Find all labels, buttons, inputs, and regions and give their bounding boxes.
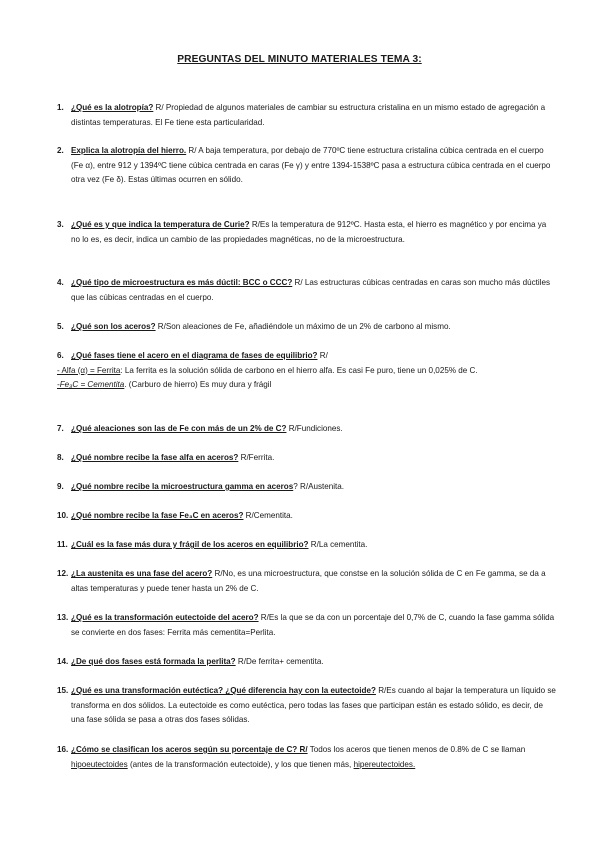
question-number: 6.: [57, 351, 64, 360]
question-text: ¿Cuál es la fase más dura y frágil de los aceros en equilibrio?: [71, 540, 309, 549]
question-item: [57, 276, 557, 305]
question-item: [57, 422, 557, 437]
question-text: Explica la alotropía del hierro.: [71, 146, 187, 155]
question-text: ¿Qué son los aceros?: [71, 322, 156, 331]
answer-text: R/Es cuando al bajar la temperatura un líquido se transforma en dos sólidos. La eutectoide es como eutéctica, pero todas las fases que participan están es estado sólido, es decir, de una fase sólida se pasa a otras dos fases sólidas.: [71, 686, 556, 725]
question-text: ¿Qué es la transformación eutectoide del acero?: [71, 613, 259, 622]
question-number: 16.: [57, 745, 69, 754]
question-number: 10.: [57, 511, 69, 520]
question-number: 2.: [57, 146, 64, 155]
question-item: [57, 684, 557, 728]
question-item: [57, 480, 557, 495]
answer-text: R/Es la que se da con un porcentaje del 0,7% de C, cuando la fase gamma sólida se convierte en dos fases: Ferrita más cementita=Perlita.: [71, 613, 555, 637]
question-number: 15.: [57, 686, 69, 695]
question-number: 4.: [57, 278, 64, 287]
question-number: 5.: [57, 322, 64, 331]
term-hypereutectoid: hipereutectoides.: [353, 759, 416, 769]
answer-text: R/La cementita.: [308, 540, 368, 549]
answer-text: R/Ferrita.: [238, 453, 275, 462]
question-item: [57, 743, 557, 772]
question-number: 14.: [57, 657, 69, 666]
question-text: ¿Qué nombre recibe la fase Fe₃C en aceros?: [71, 511, 244, 520]
question-number: 11.: [57, 540, 68, 549]
question-text: ¿Qué aleaciones son las de Fe con más de un 2% de C?: [71, 424, 287, 433]
question-item: [57, 611, 557, 640]
question-item: [57, 349, 557, 393]
answer-text: R/Es la temperatura de 912ºC. Hasta esta, el hierro es magnético y por encima ya no lo es, es decir, indica un cambio de las propiedades magnéticas, no de la microestructura.: [71, 220, 547, 244]
question-text: ¿De qué dos fases está formada la perlita?: [71, 657, 236, 666]
question-item: [57, 538, 557, 553]
question-number: 1.: [57, 103, 64, 112]
question-text: ¿Qué es la alotropía?: [71, 103, 154, 112]
question-text: ¿Qué nombre recibe la microestructura gamma en aceros: [71, 482, 294, 491]
question-number: 9.: [57, 482, 64, 491]
question-text: ¿Qué es una transformación eutéctica? ¿Qué diferencia hay con la eutectoide?: [71, 686, 376, 695]
answer-text-continued: (antes de la transformación eutectoide), y los que tienen más,: [127, 759, 354, 769]
phase-description-ferrite: : La ferrita es la solución sólida de carbono en el hierro alfa. Es casi Fe puro, tiene un 0,025% de C.: [120, 365, 478, 375]
answer-text: R/ Las estructuras cúbicas centradas en caras son mucho más dúctiles que las cúbicas centradas en el cuerpo.: [71, 278, 551, 302]
question-text: ¿Qué tipo de microestructura es más dúctil: BCC o CCC?: [71, 278, 293, 287]
answer-text: R/De ferrita+ cementita.: [235, 657, 324, 666]
question-text: ¿La austenita es una fase del acero?: [71, 569, 213, 578]
question-item: [57, 101, 557, 130]
answer-text: ? R/Austenita.: [293, 482, 345, 491]
answer-text: R/No, es una microestructura, que constse en la solución sólida de C en Fe gamma, se da a altas temperaturas y puede tener hasta un 2% de C.: [71, 569, 546, 593]
answer-text: R/ Propiedad de algunos materiales de cambiar su estructura cristalina en un mismo estado de agregación a distintas temperaturas. El Fe tiene esta particularidad.: [71, 103, 546, 127]
phase-description-cementite: . (Carburo de hierro) Es muy dura y frágil: [124, 380, 272, 390]
question-number: 12.: [57, 569, 69, 578]
page-title: PREGUNTAS DEL MINUTO MATERIALES TEMA 3:: [177, 54, 422, 65]
question-item: [57, 320, 557, 335]
phase-label-ferrite: - Alfa (α) = Ferrita: [57, 365, 121, 375]
phase-label-cementite: -Fe₃C = Cementita: [57, 380, 125, 390]
question-number: 8.: [57, 453, 64, 462]
question-item: [57, 567, 557, 596]
question-number: 7.: [57, 424, 64, 433]
question-number: 3.: [57, 220, 64, 229]
question-item: [57, 144, 557, 188]
question-number: 13.: [57, 613, 69, 622]
question-item: [57, 509, 557, 524]
question-text: ¿Qué fases tiene el acero en el diagrama de fases de equilibrio?: [71, 351, 318, 360]
question-text: ¿Qué nombre recibe la fase alfa en aceros?: [71, 453, 239, 462]
question-item: [57, 218, 557, 247]
question-item: [57, 655, 557, 670]
answer-text: R/ A baja temperatura, por debajo de 770ºC tiene estructura cristalina cúbica centrada en el cuerpo (Fe α), entre 912 y 1394ºC tiene cúbica centrada en caras (Fe γ) y entre 1394-1538ºC pasa a estructura cúbica centrada en el cuerpo otra vez (Fe δ). Estas últimas ocurren en sólido.: [71, 146, 551, 185]
answer-text: R/Son aleaciones de Fe, añadiéndole un máximo de un 2% de carbono al mismo.: [155, 322, 451, 331]
answer-text: R/Fundiciones.: [286, 424, 343, 433]
answer-text: R/: [317, 351, 328, 360]
question-item: [57, 451, 557, 466]
term-hypoeutectoid: hipoeutectoides: [71, 759, 128, 769]
question-text: ¿Cómo se clasifican los aceros según su porcentaje de C? R/: [71, 745, 308, 754]
answer-text: R/Cementita.: [243, 511, 293, 520]
question-text: ¿Qué es y que indica la temperatura de Curie?: [71, 220, 250, 229]
answer-text: Todos los aceros que tienen menos de 0.8% de C se llaman: [307, 745, 526, 754]
